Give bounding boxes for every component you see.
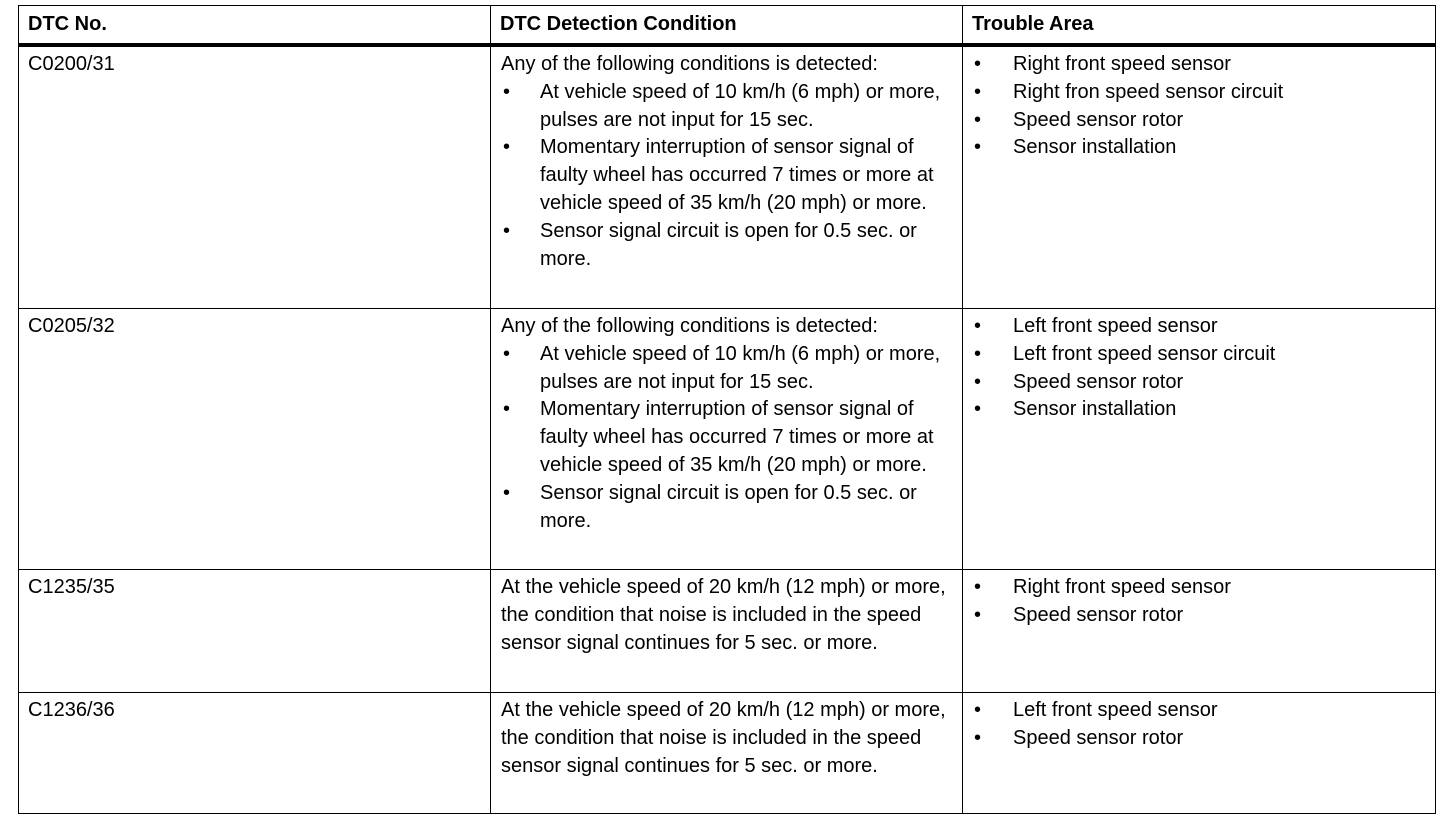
condition-item-text: Sensor signal circuit is open for 0.5 sec. or more. [540, 481, 917, 532]
trouble-area-list [972, 697, 1427, 753]
trouble-area-list [972, 313, 1427, 424]
bullet-icon: • [974, 136, 982, 159]
trouble-area-item [972, 396, 1427, 424]
trouble-area-item [972, 697, 1427, 725]
condition-intro: Any of the following conditions is detected: [501, 315, 878, 337]
trouble-area-item [972, 602, 1427, 630]
dtc-code-cell: C1235/35 [19, 570, 491, 693]
trouble-area-item [972, 313, 1427, 341]
trouble-area-text: Right fron speed sensor circuit [1013, 80, 1284, 103]
header-dtc-no: DTC No. [19, 6, 491, 46]
bullet-icon: • [974, 53, 982, 75]
trouble-area-item [972, 725, 1427, 753]
trouble-area-list [972, 51, 1427, 162]
trouble-area-text: Speed sensor rotor [1013, 108, 1184, 131]
trouble-area-text: Left front speed sensor [1013, 315, 1218, 337]
condition-item [501, 341, 956, 397]
bullet-icon: • [974, 315, 982, 337]
bullet-icon: • [974, 108, 982, 131]
bullet-icon: • [503, 342, 511, 365]
trouble-area-item [972, 134, 1427, 162]
bullet-icon: • [503, 398, 511, 421]
trouble-area-item [972, 369, 1427, 397]
trouble-area-item [972, 79, 1427, 107]
table-row [19, 45, 1436, 309]
bullet-icon: • [974, 603, 982, 626]
bullet-icon: • [974, 80, 982, 103]
trouble-area-cell [963, 45, 1436, 309]
dtc-code-cell: C0200/31 [19, 45, 491, 309]
trouble-area-text: Right front speed sensor [1013, 53, 1231, 75]
dtc-code-cell: C1236/36 [19, 693, 491, 814]
dtc-code-cell: C0205/32 [19, 309, 491, 570]
condition-item-text: At vehicle speed of 10 km/h (6 mph) or more, pulses are not input for 15 sec. [540, 342, 941, 393]
header-trouble-area: Trouble Area [963, 6, 1436, 46]
condition-intro: Any of the following conditions is detected: [501, 53, 878, 75]
condition-item-text: Sensor signal circuit is open for 0.5 sec. or more. [540, 219, 917, 270]
bullet-icon: • [503, 219, 511, 242]
detection-condition-cell: At the vehicle speed of 20 km/h (12 mph) or more, the condition that noise is included in the speed sensor signal continues for 5 sec. or more. [491, 570, 963, 693]
condition-item-text: Momentary interruption of sensor signal of faulty wheel has occurred 7 times or more at vehicle speed of 35 km/h (20 mph) or more. [540, 398, 934, 476]
trouble-area-text: Speed sensor rotor [1013, 726, 1184, 749]
trouble-area-text: Left front speed sensor [1013, 699, 1218, 721]
condition-list [501, 341, 956, 536]
trouble-area-text: Speed sensor rotor [1013, 603, 1184, 626]
trouble-area-item [972, 341, 1427, 369]
trouble-area-list [972, 574, 1427, 630]
bullet-icon: • [974, 342, 982, 365]
bullet-icon: • [974, 576, 982, 598]
bullet-icon: • [503, 136, 511, 159]
condition-item [501, 218, 956, 274]
condition-item-text: At vehicle speed of 10 km/h (6 mph) or more, pulses are not input for 15 sec. [540, 80, 941, 131]
trouble-area-text: Sensor installation [1013, 398, 1177, 421]
bullet-icon: • [974, 699, 982, 721]
bullet-icon: • [503, 481, 511, 504]
condition-item [501, 79, 956, 135]
table-row [19, 309, 1436, 570]
bullet-icon: • [503, 80, 511, 103]
trouble-area-cell [963, 570, 1436, 693]
condition-list [501, 79, 956, 274]
header-row [19, 6, 1436, 46]
bullet-icon: • [974, 398, 982, 421]
trouble-area-item [972, 107, 1427, 135]
trouble-area-cell [963, 693, 1436, 814]
trouble-area-item [972, 574, 1427, 602]
trouble-area-text: Left front speed sensor circuit [1013, 342, 1276, 365]
detection-condition-cell [491, 309, 963, 570]
trouble-area-text: Sensor installation [1013, 136, 1177, 159]
condition-item [501, 480, 956, 536]
condition-item [501, 396, 956, 479]
table-row [19, 693, 1436, 814]
trouble-area-text: Right front speed sensor [1013, 576, 1231, 598]
dtc-table [18, 5, 1436, 814]
trouble-area-cell [963, 309, 1436, 570]
condition-item-text: Momentary interruption of sensor signal of faulty wheel has occurred 7 times or more at vehicle speed of 35 km/h (20 mph) or more. [540, 136, 934, 214]
table-row [19, 570, 1436, 693]
trouble-area-item [972, 51, 1427, 79]
detection-condition-cell [491, 45, 963, 309]
detection-condition-cell: At the vehicle speed of 20 km/h (12 mph) or more, the condition that noise is included in the speed sensor signal continues for 5 sec. or more. [491, 693, 963, 814]
bullet-icon: • [974, 370, 982, 393]
trouble-area-text: Speed sensor rotor [1013, 370, 1184, 393]
condition-item [501, 134, 956, 217]
bullet-icon: • [974, 726, 982, 749]
header-detection-condition: DTC Detection Condition [491, 6, 963, 46]
